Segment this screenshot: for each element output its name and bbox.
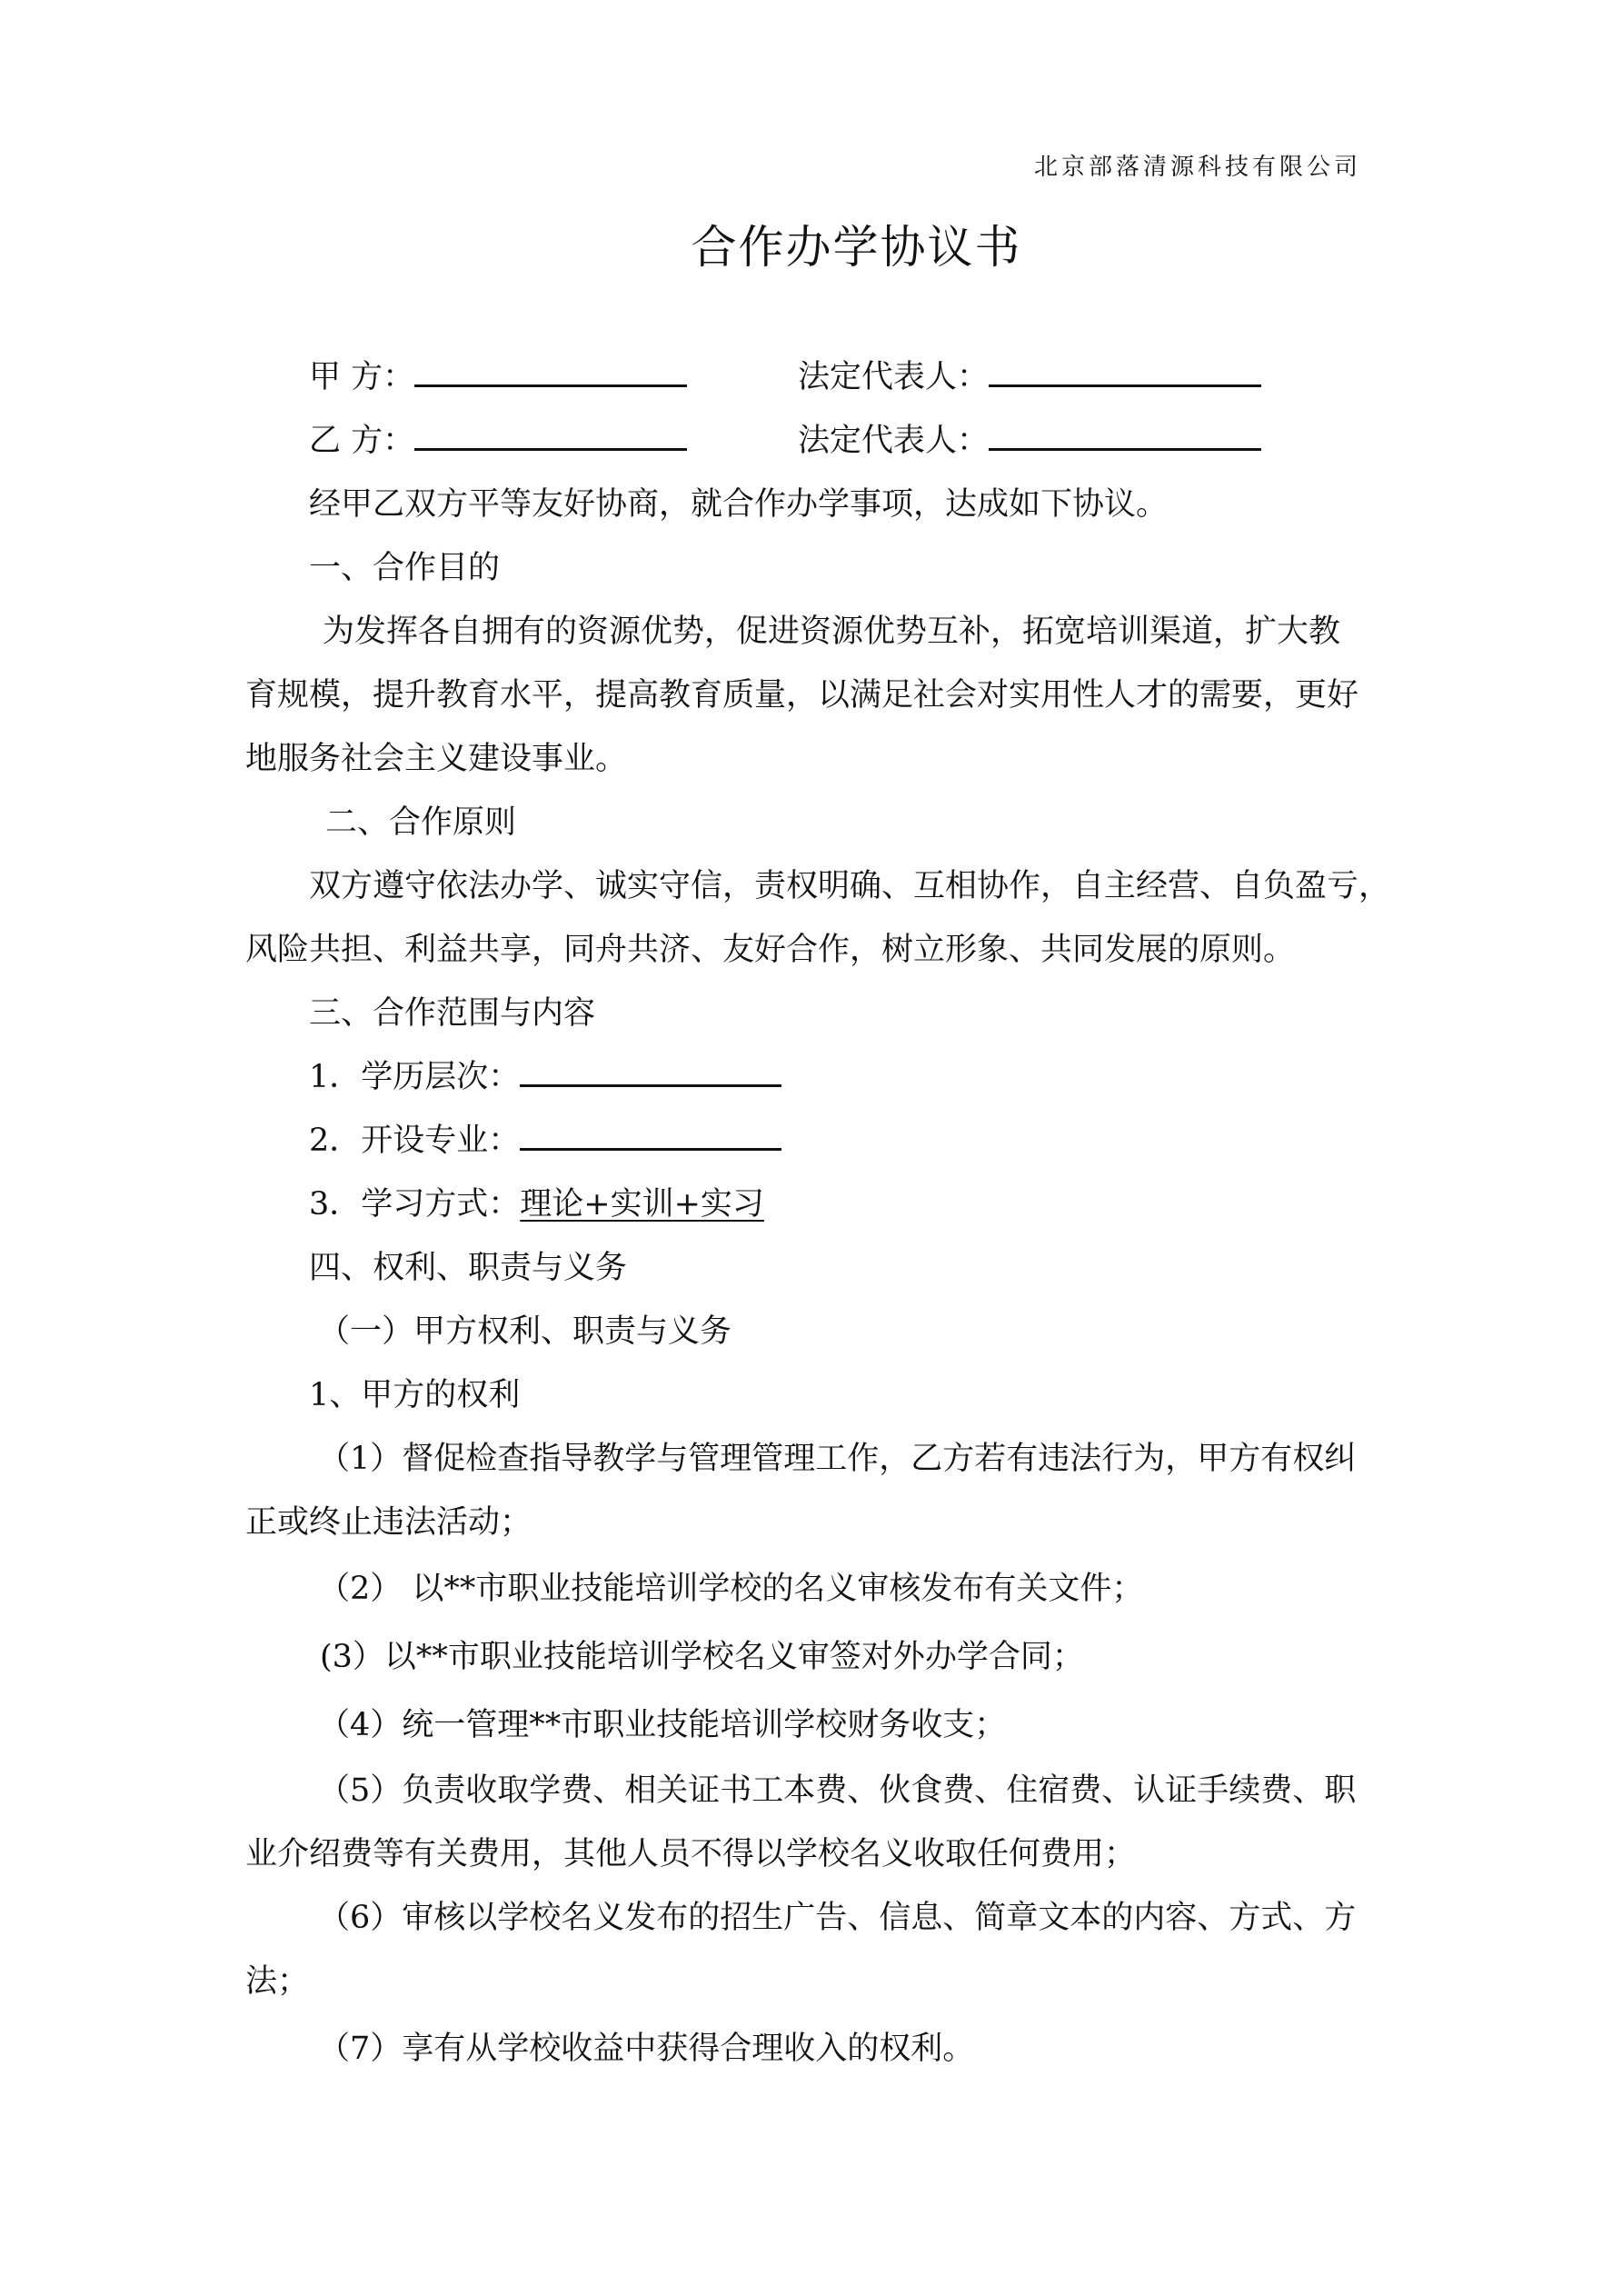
party-b-field[interactable] — [414, 444, 687, 451]
section-1-body-line: 育规模，提升教育水平，提高教育质量，以满足社会对实用性人才的需要，更好 — [245, 677, 1359, 714]
section-2-body-line: 双方遵守依法办学、诚实守信，责权明确、互相协作，自主经营、自负盈亏， — [309, 868, 1391, 904]
section-2-title: 二、合作原则 — [325, 804, 517, 841]
right-item-line: （6）审核以学校名义发布的招生广告、信息、简章文本的内容、方式、方 — [318, 1900, 1357, 1936]
party-a-rights-heading: 1、甲方的权利 — [309, 1377, 521, 1413]
document-title: 合作办学协议书 — [691, 221, 1022, 274]
right-item-line: 正或终止违法活动； — [245, 1504, 532, 1541]
right-item-line: （2） 以**市职业技能培训学校的名义审核发布有关文件； — [318, 1571, 1144, 1607]
party-a-field[interactable] — [414, 381, 687, 387]
study-mode-row — [309, 1184, 764, 1224]
party-b-rep-row — [798, 421, 1261, 461]
section-1-body-line: 为发挥各自拥有的资源优势，促进资源优势互补，拓宽培训渠道，扩大教 — [323, 614, 1341, 650]
right-item-line: (3）以**市职业技能培训学校名义审签对外办学合同； — [320, 1639, 1084, 1675]
party-b-row — [309, 421, 687, 461]
party-b-label: 乙 方： — [309, 423, 415, 459]
right-item-line: （7）享有从学校收益中获得合理收入的权利。 — [318, 2031, 975, 2067]
party-a-row — [309, 357, 687, 397]
right-item-line: （1）督促检查指导教学与管理管理工作，乙方若有违法行为，甲方有权纠 — [318, 1441, 1357, 1477]
section-1-body-line: 地服务社会主义建设事业。 — [245, 741, 628, 777]
right-item-line: （4）统一管理**市职业技能培训学校财务收支； — [318, 1707, 1007, 1743]
section-2-body-line: 风险共担、利益共享，同舟共济、友好合作，树立形象、共同发展的原则。 — [245, 932, 1296, 968]
major-label: 2．开设专业： — [309, 1123, 521, 1159]
party-a-rep-label: 法定代表人： — [798, 359, 990, 395]
education-level-field[interactable] — [520, 1081, 781, 1087]
major-field[interactable] — [520, 1144, 781, 1151]
party-a-rep-row — [798, 357, 1261, 397]
section-4-subtitle: （一）甲方权利、职责与义务 — [318, 1313, 732, 1350]
education-level-label: 1．学历层次： — [309, 1059, 521, 1095]
study-mode-label: 3．学习方式： — [309, 1186, 521, 1223]
party-b-rep-label: 法定代表人： — [798, 423, 990, 459]
right-item-line: 业介绍费等有关费用，其他人员不得以学校名义收取任何费用； — [245, 1836, 1137, 1872]
party-a-label: 甲 方： — [309, 359, 415, 395]
right-item-line: （5）负责收取学费、相关证书工本费、伙食费、住宿费、认证手续费、职 — [318, 1772, 1357, 1809]
education-level-row — [309, 1057, 781, 1097]
major-row — [309, 1121, 781, 1161]
section-4-title: 四、权利、职责与义务 — [309, 1250, 628, 1286]
section-1-title: 一、合作目的 — [309, 550, 501, 586]
section-3-title: 三、合作范围与内容 — [309, 995, 596, 1032]
party-b-rep-field[interactable] — [989, 444, 1261, 451]
party-a-rep-field[interactable] — [989, 381, 1261, 387]
company-name: 北京部落清源科技有限公司 — [1034, 154, 1362, 181]
intro-paragraph: 经甲乙双方平等友好协商，就合作办学事项，达成如下协议。 — [309, 486, 1169, 523]
right-item-line: 法； — [245, 1963, 310, 2000]
study-mode-value: 理论+实训+实习 — [520, 1186, 764, 1223]
